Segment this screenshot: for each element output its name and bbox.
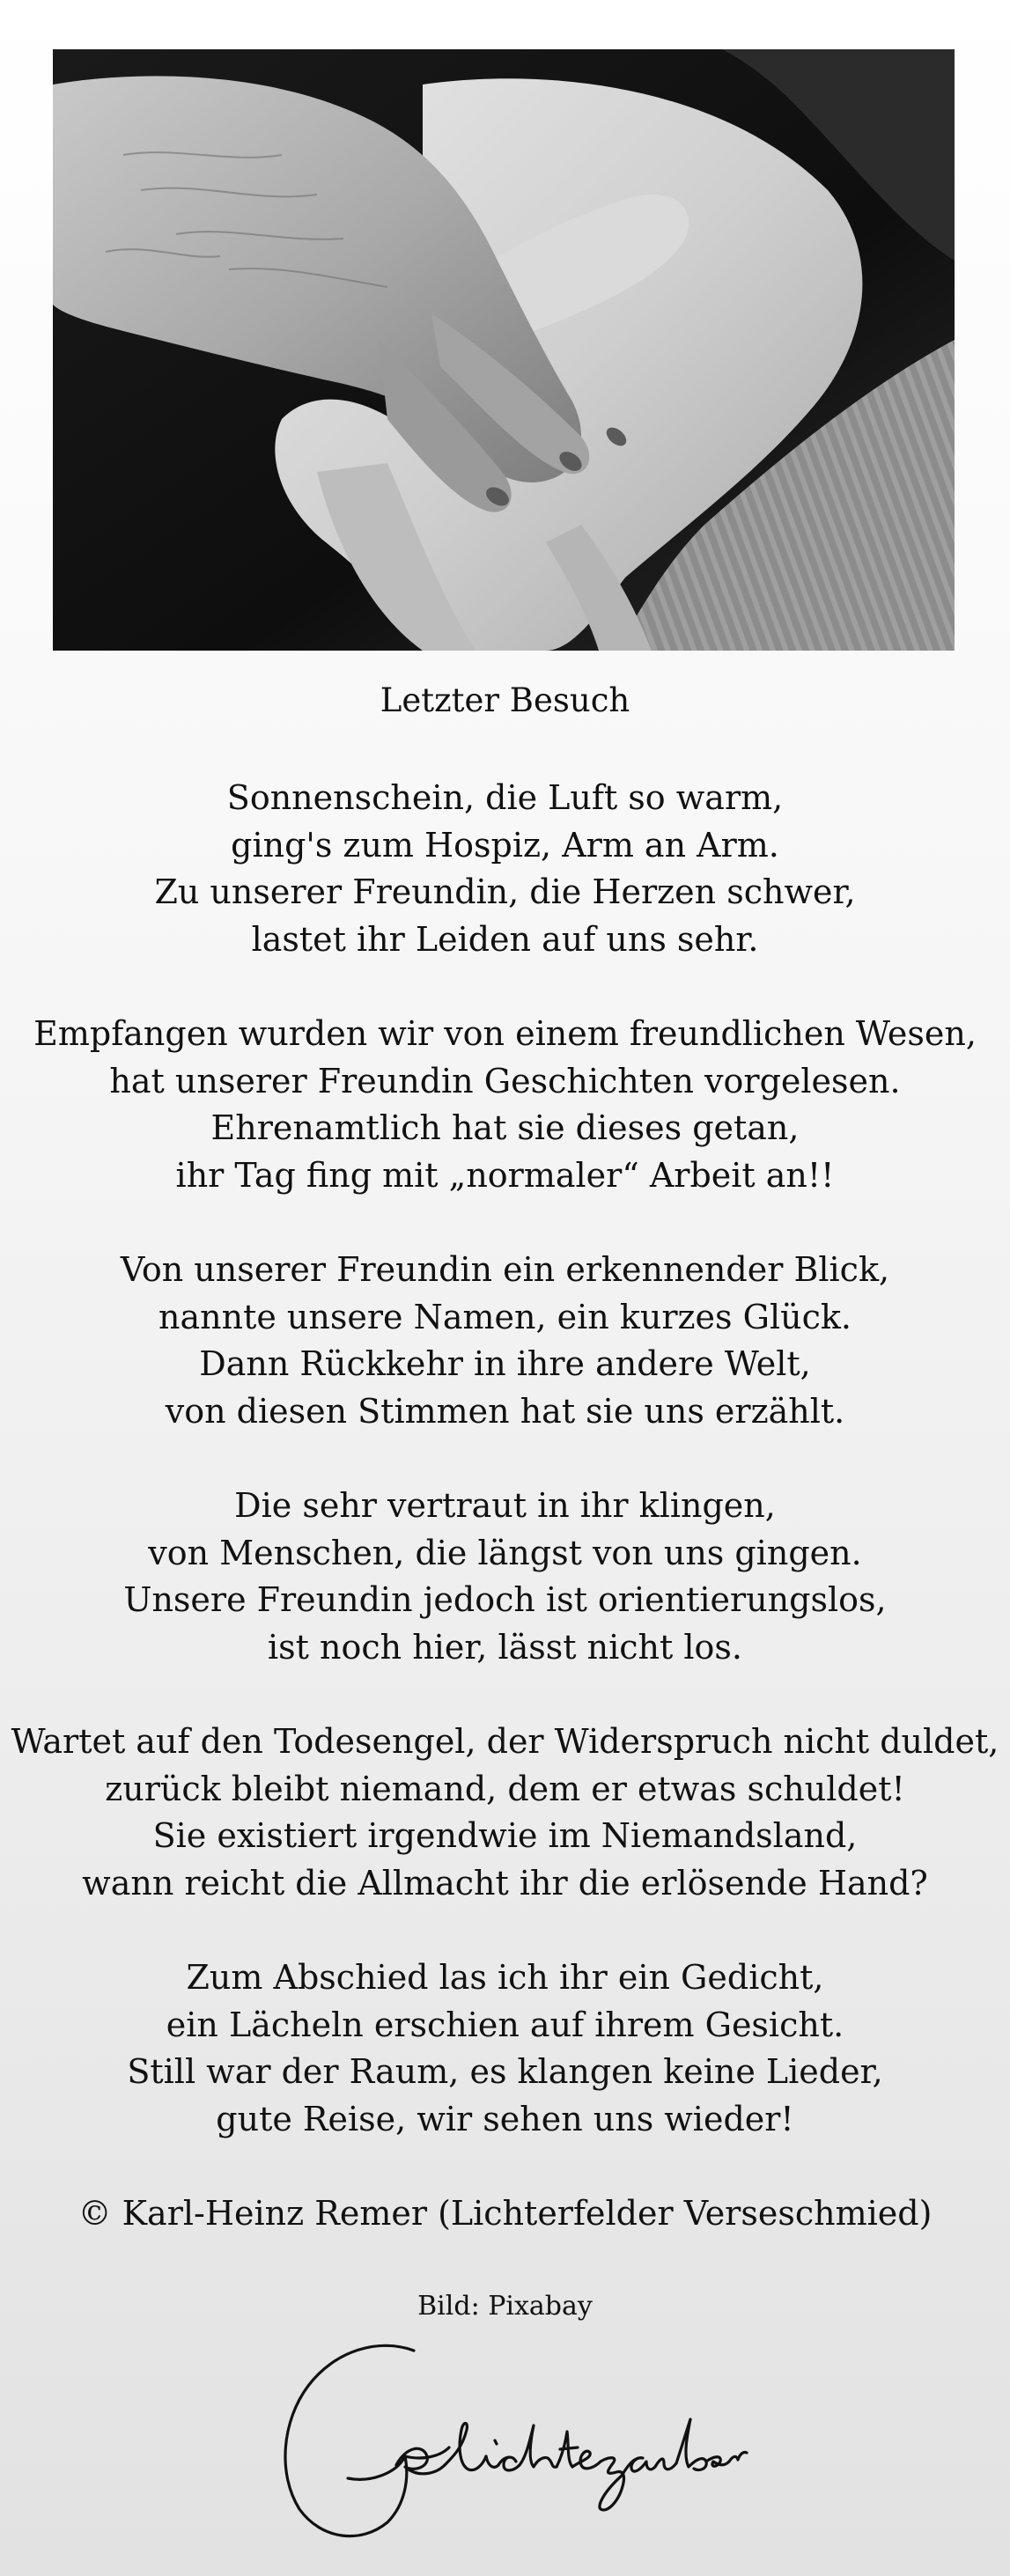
poem-body [0,775,1010,2190]
poem-line: Unsere Freundin jedoch ist orientierungslos, [123,1580,887,1619]
poem-line: Empfangen wurden wir von einem freundlichen Wesen, [33,1014,977,1053]
poem-line: Dann Rückkehr in ihre andere Welt, [199,1344,811,1383]
signature-script-drawing [273,2333,748,2553]
poem-line: zurück bleibt niemand, dem er etwas schuldet! [105,1769,905,1808]
signature-logo [273,2333,748,2553]
poem-line: Sonnenschein, die Luft so warm, [226,778,784,817]
poem-line: Die sehr vertraut in ihr klingen, [234,1486,776,1525]
stanza [0,1247,1010,1435]
poem-line: von Menschen, die längst von uns gingen. [148,1533,862,1572]
poem-line: ist noch hier, lässt nicht los. [268,1627,742,1667]
stanza [0,1483,1010,1671]
poem-line: Zum Abschied las ich ihr ein Gedicht, [186,1958,824,1997]
poem-line: wann reicht die Allmacht ihr die erlösende Hand? [82,1863,928,1903]
hands-photo [53,49,955,651]
poem-line: gute Reise, wir sehen uns wieder! [216,2099,794,2138]
poem-line: Sie existiert irgendwie im Niemandsland, [152,1816,858,1855]
poem-line: Ehrenamtlich hat sie dieses getan, [210,1108,800,1147]
stanza [0,775,1010,963]
poem-line: lastet ihr Leiden auf uns sehr. [251,919,759,959]
copyright-notice: © Karl-Heinz Remer (Lichterfelder Verseschmied) [77,2194,933,2233]
poem-line: hat unserer Freundin Geschichten vorgelesen. [109,1061,901,1100]
poem-line: von diesen Stimmen hat sie uns erzählt. [165,1391,845,1431]
poem-title: Letzter Besuch [380,681,630,719]
poem-line: ihr Tag fing mit „normaler“ Arbeit an!! [175,1155,835,1195]
poem-line: Wartet auf den Todesengel, der Widerspruch nicht duldet, [11,1722,999,1761]
poem-line: ein Lächeln erschien auf ihrem Gesicht. [166,2005,844,2044]
poem-line: nannte unsere Namen, ein kurzes Glück. [159,1297,851,1336]
poem-line: ging's zum Hospiz, Arm an Arm. [231,825,779,865]
hands-photo-illustration [53,49,955,651]
image-credit: Bild: Pixabay [417,2291,593,2322]
stanza [0,1954,1010,2143]
poem-line: Zu unserer Freundin, die Herzen schwer, [154,872,856,911]
stanza [0,1719,1010,1907]
poem-line: Von unserer Freundin ein erkennender Blick, [120,1250,890,1289]
stanza [0,1011,1010,1199]
poem-line: Still war der Raum, es klangen keine Lieder, [127,2052,883,2091]
